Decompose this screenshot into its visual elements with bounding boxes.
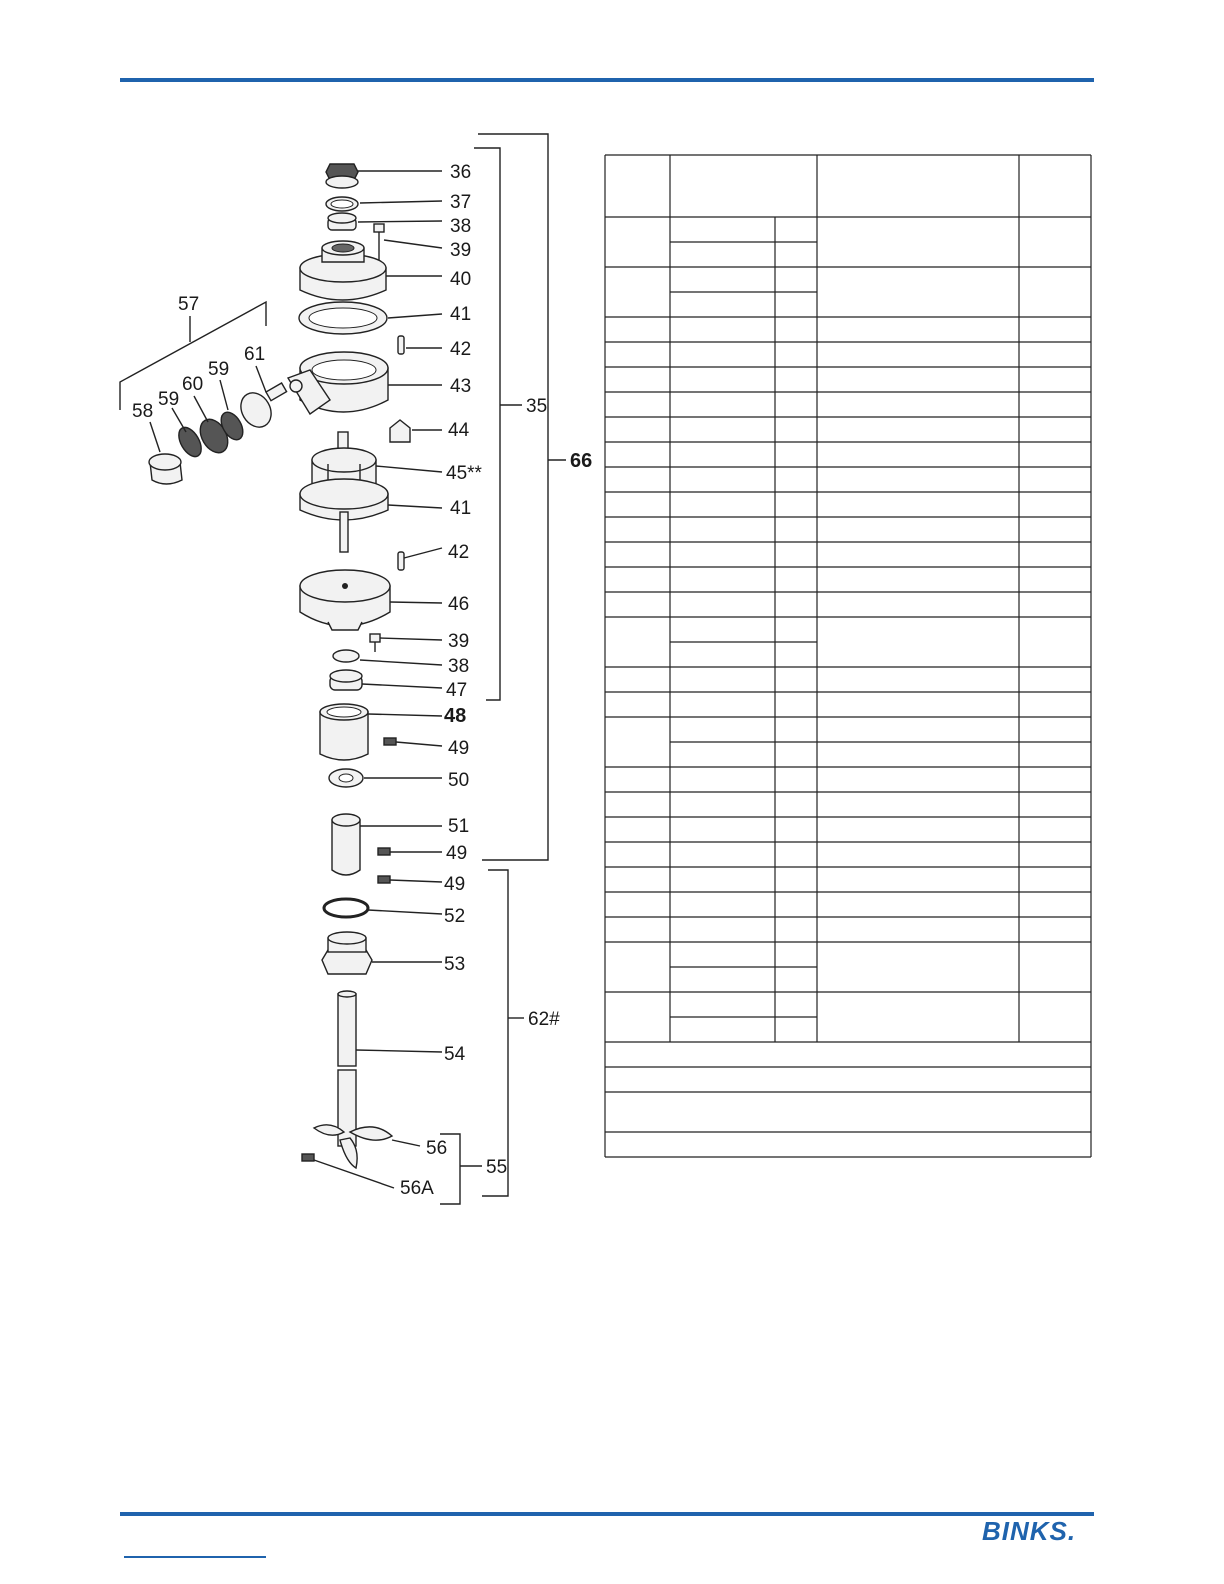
callout-39-lower: 39 <box>448 631 470 652</box>
logo-text: BINKS <box>982 1516 1068 1546</box>
callout-56: 56 <box>426 1138 448 1159</box>
callout-59-a: 59 <box>158 389 180 410</box>
callout-51: 51 <box>448 816 470 837</box>
callout-49-a: 49 <box>448 738 470 759</box>
binks-logo <box>982 1516 1076 1547</box>
callout-53: 53 <box>444 954 466 975</box>
callout-45: 45** <box>446 463 482 484</box>
callout-54: 54 <box>444 1044 466 1065</box>
callout-57: 57 <box>178 294 200 315</box>
callout-38-lower: 38 <box>448 656 470 677</box>
callout-49-c: 49 <box>444 874 466 895</box>
footer-rule <box>120 1512 1094 1516</box>
callout-37: 37 <box>450 192 472 213</box>
callout-41: 41 <box>450 304 472 325</box>
callout-43: 43 <box>450 376 472 397</box>
callout-40: 40 <box>450 269 472 290</box>
callout-42: 42 <box>450 339 472 360</box>
callout-42-lower: 42 <box>448 542 470 563</box>
callout-59-b: 59 <box>208 359 230 380</box>
callout-66: 66 <box>570 450 593 472</box>
logo-suffix: . <box>1067 1516 1077 1546</box>
callout-60: 60 <box>182 374 204 395</box>
callout-41-lower: 41 <box>450 498 472 519</box>
callout-62: 62# <box>528 1009 560 1030</box>
callout-38: 38 <box>450 216 472 237</box>
callout-47: 47 <box>446 680 468 701</box>
callout-58: 58 <box>132 401 154 422</box>
callout-36: 36 <box>450 162 472 183</box>
callout-55: 55 <box>486 1157 508 1178</box>
callout-46: 46 <box>448 594 470 615</box>
footer-link-underline <box>124 1556 266 1558</box>
callout-39: 39 <box>450 240 472 261</box>
callout-49-b: 49 <box>446 843 468 864</box>
callout-52: 52 <box>444 906 466 927</box>
callout-56A: 56A <box>400 1178 434 1199</box>
callout-35: 35 <box>526 396 548 417</box>
callout-44: 44 <box>448 420 470 441</box>
callout-48: 48 <box>444 705 467 727</box>
callout-61: 61 <box>244 344 266 365</box>
callout-50: 50 <box>448 770 470 791</box>
